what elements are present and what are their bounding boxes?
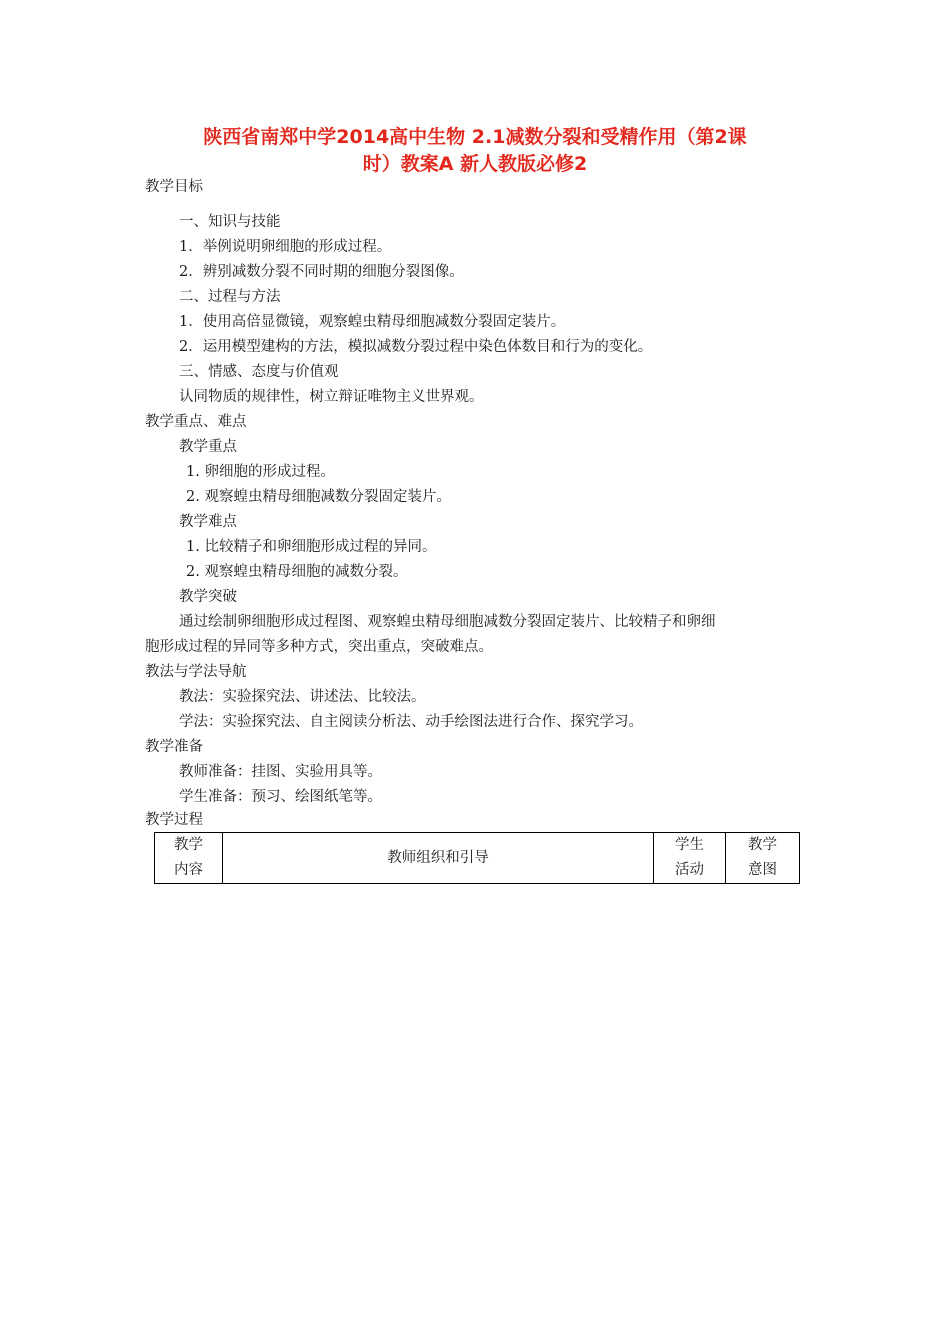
key-point-item: 2. 观察蝗虫精母细胞减数分裂固定装片。 — [186, 489, 451, 505]
key-point-item: 1. 卵细胞的形成过程。 — [186, 464, 335, 480]
document-title-line-2: 时）教案A 新人教版必修2 — [362, 153, 588, 175]
section-heading-key-points: 教学重点、难点 — [145, 414, 247, 430]
header-cell-student-activity: 学生 活动 — [654, 833, 726, 884]
objective-item: 2．辨别减数分裂不同时期的细胞分裂图像。 — [179, 264, 464, 280]
teaching-process-table — [154, 832, 800, 884]
header-cell-teacher-guidance: 教师组织和引导 — [223, 833, 654, 884]
objective-item: 1．使用高倍显微镜，观察蝗虫精母细胞减数分裂固定装片。 — [179, 314, 566, 330]
section-heading-methods: 教法与学法导航 — [145, 664, 247, 680]
breakthrough-paragraph-line-1: 通过绘制卵细胞形成过程图、观察蝗虫精母细胞减数分裂固定装片、比较精子和卵细 — [179, 614, 716, 630]
subheading-emotion-values: 三、情感、态度与价值观 — [179, 364, 339, 380]
teaching-method: 教法：实验探究法、讲述法、比较法。 — [179, 689, 426, 705]
teacher-preparation: 教师准备：挂图、实验用具等。 — [179, 764, 382, 780]
subheading-key-points: 教学重点 — [179, 439, 237, 455]
student-preparation: 学生准备：预习、绘图纸笔等。 — [179, 789, 382, 805]
section-heading-objectives: 教学目标 — [145, 179, 203, 195]
objective-item: 认同物质的规律性，树立辩证唯物主义世界观。 — [179, 389, 484, 405]
objective-item: 1．举例说明卵细胞的形成过程。 — [179, 239, 392, 255]
subheading-difficulties: 教学难点 — [179, 514, 237, 530]
subheading-breakthrough: 教学突破 — [179, 589, 237, 605]
subheading-knowledge-skills: 一、知识与技能 — [179, 214, 281, 230]
objective-item: 2．运用模型建构的方法，模拟减数分裂过程中染色体数目和行为的变化。 — [179, 339, 653, 355]
breakthrough-paragraph-line-2: 胞形成过程的异同等多种方式，突出重点，突破难点。 — [145, 639, 493, 655]
section-heading-preparation: 教学准备 — [145, 739, 203, 755]
subheading-process-methods: 二、过程与方法 — [179, 289, 281, 305]
section-heading-process: 教学过程 — [145, 812, 203, 828]
header-cell-teaching-intent: 教学 意图 — [726, 833, 800, 884]
table-header-row — [155, 833, 800, 884]
difficulty-item: 1. 比较精子和卵细胞形成过程的异同。 — [186, 539, 437, 555]
learning-method: 学法：实验探究法、自主阅读分析法、动手绘图法进行合作、探究学习。 — [179, 714, 643, 730]
difficulty-item: 2. 观察蝗虫精母细胞的减数分裂。 — [186, 564, 408, 580]
document-title-line-1: 陕西省南郑中学2014高中生物 2.1减数分裂和受精作用（第2课 — [203, 126, 747, 148]
header-cell-content: 教学 内容 — [155, 833, 223, 884]
